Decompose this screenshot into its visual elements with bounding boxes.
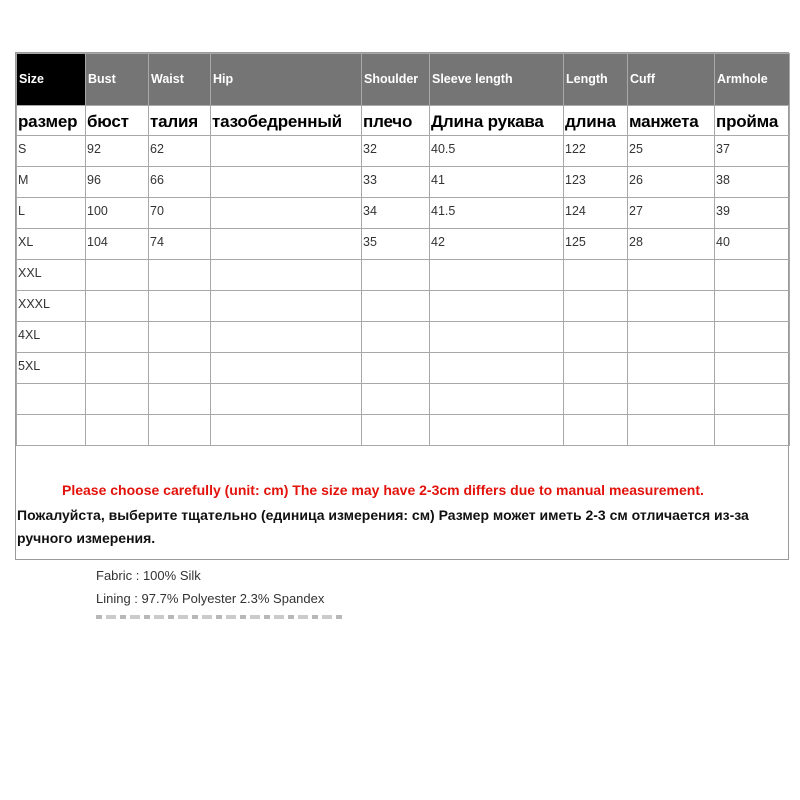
table-row-cell xyxy=(86,353,149,384)
header-row-russian-cell: манжета xyxy=(628,106,715,136)
table-row-cell: 40 xyxy=(715,229,790,260)
table-row-cell xyxy=(715,353,790,384)
header-row-english-cell: Hip xyxy=(211,54,362,106)
table-row-cell: 96 xyxy=(86,167,149,198)
note-english: Please choose carefully (unit: cm) The size may have 2-3cm differs due to manual measurement. xyxy=(62,482,704,498)
table-row-cell xyxy=(430,322,564,353)
table-row-cell xyxy=(430,415,564,446)
fabric-info xyxy=(96,564,324,610)
table-row-cell xyxy=(715,384,790,415)
table-row-cell xyxy=(211,198,362,229)
table-row-cell: 66 xyxy=(149,167,211,198)
lining-line: Lining : 97.7% Polyester 2.3% Spandex xyxy=(96,591,325,606)
table-row-cell xyxy=(211,384,362,415)
table-row-cell: 39 xyxy=(715,198,790,229)
table-row-cell xyxy=(17,415,86,446)
table-row-cell xyxy=(149,322,211,353)
header-row-english xyxy=(17,54,790,106)
table-row-cell xyxy=(211,291,362,322)
table-row-cell xyxy=(149,415,211,446)
table-row-cell: 5XL xyxy=(17,353,86,384)
table-row-cell xyxy=(715,415,790,446)
table-row-cell xyxy=(715,291,790,322)
table-row-cell xyxy=(564,384,628,415)
table-row xyxy=(17,322,790,353)
table-row-cell xyxy=(628,291,715,322)
table-row-cell xyxy=(628,353,715,384)
table-row-cell xyxy=(628,415,715,446)
table-row xyxy=(17,260,790,291)
table-row-cell xyxy=(86,260,149,291)
table-row-cell xyxy=(628,322,715,353)
table-row-cell xyxy=(430,353,564,384)
table-row-cell xyxy=(149,291,211,322)
table-row xyxy=(17,353,790,384)
table-row-cell xyxy=(628,384,715,415)
table-row-cell: XXL xyxy=(17,260,86,291)
table-row-cell xyxy=(86,415,149,446)
table-row-cell: 92 xyxy=(86,136,149,167)
table-row-cell xyxy=(430,260,564,291)
table-row xyxy=(17,167,790,198)
table-row-cell: 33 xyxy=(362,167,430,198)
table-row-cell xyxy=(211,167,362,198)
size-table xyxy=(16,53,790,446)
notes-section xyxy=(16,459,788,559)
table-row-cell: 37 xyxy=(715,136,790,167)
table-row-cell: M xyxy=(17,167,86,198)
table-row-cell xyxy=(86,322,149,353)
table-row-cell: 122 xyxy=(564,136,628,167)
note-russian: Пожалуйста, выберите тщательно (единица измерения: см) Размер может иметь 2-3 см отличается из-за ручного измерения. xyxy=(17,507,749,546)
table-row-cell xyxy=(564,415,628,446)
table-row-cell: 62 xyxy=(149,136,211,167)
table-row-cell: 28 xyxy=(628,229,715,260)
table-row-cell: 25 xyxy=(628,136,715,167)
header-row-english-cell: Shoulder xyxy=(362,54,430,106)
table-row-cell xyxy=(715,322,790,353)
table-row-cell xyxy=(211,415,362,446)
table-row-cell: 4XL xyxy=(17,322,86,353)
table-row-cell xyxy=(149,260,211,291)
table-row-cell xyxy=(564,260,628,291)
table-row-cell xyxy=(362,291,430,322)
table-row-cell: XXXL xyxy=(17,291,86,322)
table-row-cell xyxy=(362,415,430,446)
header-row-english-cell: Cuff xyxy=(628,54,715,106)
table-row xyxy=(17,229,790,260)
table-row-cell: 74 xyxy=(149,229,211,260)
header-row-russian-cell: талия xyxy=(149,106,211,136)
header-row-russian-cell: плечо xyxy=(362,106,430,136)
header-row-english-cell: Armhole xyxy=(715,54,790,106)
table-row-cell: XL xyxy=(17,229,86,260)
table-row-cell xyxy=(211,353,362,384)
header-row-english-cell: Size xyxy=(17,54,86,106)
table-row-cell: 124 xyxy=(564,198,628,229)
table-row-cell xyxy=(86,291,149,322)
table-row-cell: 26 xyxy=(628,167,715,198)
header-row-english-cell: Length xyxy=(564,54,628,106)
table-row-cell: 41.5 xyxy=(430,198,564,229)
table-row-cell xyxy=(362,322,430,353)
table-row-cell xyxy=(211,260,362,291)
table-row-cell: 32 xyxy=(362,136,430,167)
table-row xyxy=(17,198,790,229)
table-row-cell xyxy=(211,229,362,260)
header-row-russian-cell: Длина рукава xyxy=(430,106,564,136)
table-row-cell xyxy=(362,260,430,291)
header-row-english-cell: Sleeve length xyxy=(430,54,564,106)
table-row xyxy=(17,291,790,322)
header-row-russian-cell: длина xyxy=(564,106,628,136)
table-row-cell xyxy=(564,291,628,322)
header-row-english-cell: Bust xyxy=(86,54,149,106)
header-row-russian-cell: размер xyxy=(17,106,86,136)
table-row-cell: 38 xyxy=(715,167,790,198)
header-row-russian-cell: пройма xyxy=(715,106,790,136)
table-row-cell: 27 xyxy=(628,198,715,229)
table-row-cell: 70 xyxy=(149,198,211,229)
cropped-text-line xyxy=(96,615,346,619)
table-row-cell xyxy=(362,384,430,415)
table-row-cell xyxy=(149,353,211,384)
header-row-english-cell: Waist xyxy=(149,54,211,106)
header-row-russian xyxy=(17,106,790,136)
table-row-cell xyxy=(564,322,628,353)
table-row xyxy=(17,136,790,167)
size-chart xyxy=(15,52,789,560)
table-row-cell: 40.5 xyxy=(430,136,564,167)
table-row-cell: 35 xyxy=(362,229,430,260)
table-row xyxy=(17,415,790,446)
table-row-cell: 41 xyxy=(430,167,564,198)
table-row-cell: 42 xyxy=(430,229,564,260)
table-row-cell xyxy=(86,384,149,415)
table-row-cell xyxy=(362,353,430,384)
table-row-cell: 104 xyxy=(86,229,149,260)
table-row-cell xyxy=(149,384,211,415)
table-row-cell: S xyxy=(17,136,86,167)
table-row-cell xyxy=(430,291,564,322)
header-row-russian-cell: тазобедренный xyxy=(211,106,362,136)
table-row-cell xyxy=(430,384,564,415)
table-row-cell: 123 xyxy=(564,167,628,198)
header-row-russian-cell: бюст xyxy=(86,106,149,136)
table-row-cell xyxy=(17,384,86,415)
fabric-line: Fabric : 100% Silk xyxy=(96,568,201,583)
table-row-cell: 34 xyxy=(362,198,430,229)
table-row-cell xyxy=(564,353,628,384)
table-row-cell xyxy=(211,322,362,353)
table-row-cell: 100 xyxy=(86,198,149,229)
table-row-cell xyxy=(715,260,790,291)
table-row-cell: L xyxy=(17,198,86,229)
table-row xyxy=(17,384,790,415)
table-row-cell: 125 xyxy=(564,229,628,260)
table-row-cell xyxy=(211,136,362,167)
table-row-cell xyxy=(628,260,715,291)
